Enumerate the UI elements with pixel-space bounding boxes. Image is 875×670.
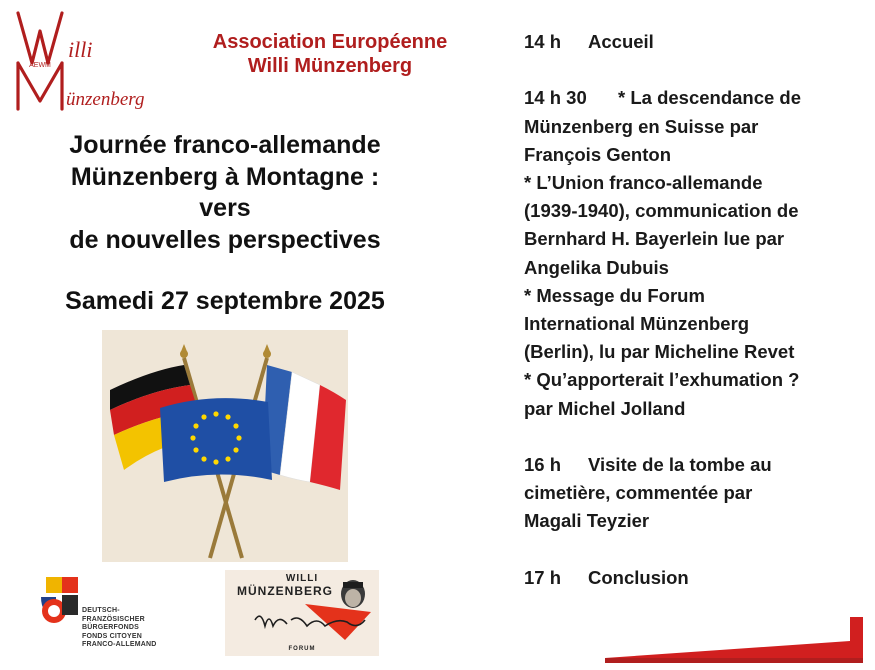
event-title-line2: Münzenberg à Montagne : bbox=[70, 162, 380, 191]
logo-line1: illi bbox=[68, 37, 93, 62]
program-line: Münzenberg en Suisse par bbox=[524, 115, 759, 137]
program-line: Accueil bbox=[588, 31, 654, 52]
program-list bbox=[524, 28, 869, 592]
program-line: * L’Union franco-allemande bbox=[524, 172, 763, 193]
program-line: Magali Teyzier bbox=[524, 510, 650, 532]
program-item-1700 bbox=[524, 564, 869, 592]
program-line: par Michel Jolland bbox=[524, 397, 686, 419]
program-line: Visite de la tombe au bbox=[588, 454, 772, 476]
red-corner-decoration bbox=[605, 615, 875, 670]
program-line: * Qu’apporterait l’exhumation ? bbox=[524, 369, 800, 391]
program-item-1600 bbox=[524, 451, 869, 536]
event-title bbox=[10, 130, 440, 256]
association-title bbox=[170, 30, 490, 78]
forum-logo-name: MÜNZENBERG bbox=[237, 584, 333, 598]
program-line: Conclusion bbox=[588, 566, 689, 588]
event-title-line4: de nouvelles perspectives bbox=[69, 225, 381, 254]
program-line: François Genton bbox=[524, 143, 671, 165]
event-date: Samedi 27 septembre 2025 bbox=[65, 287, 385, 315]
logo-line2: ünzenberg bbox=[66, 89, 145, 110]
program-item-1430 bbox=[524, 84, 869, 422]
event-title-line1: Journée franco-allemande bbox=[69, 131, 381, 159]
association-line2: Willi Münzenberg bbox=[247, 55, 413, 77]
program-line: Bernhard H. Bayerlein lue par bbox=[524, 228, 785, 250]
logo-initials: AEWM bbox=[29, 62, 51, 69]
program-line: Angelika Dubuis bbox=[524, 256, 669, 278]
program-time: 14 h 30 bbox=[524, 87, 587, 109]
fcfa-line1: DEUTSCH- bbox=[82, 607, 120, 614]
fcfa-line5: FRANCO-ALLEMAND bbox=[82, 641, 157, 648]
forum-logo-top: WILLI bbox=[285, 573, 319, 584]
program-line: International Münzenberg bbox=[524, 313, 750, 335]
program-item-1400 bbox=[524, 28, 869, 56]
fcfa-line4: FONDS CITOYEN bbox=[82, 632, 143, 640]
program-line: * La descendance de bbox=[618, 87, 802, 109]
program-time: 16 h bbox=[524, 454, 562, 476]
program-time: 17 h bbox=[524, 566, 562, 588]
program-line: * Message du Forum bbox=[524, 284, 705, 306]
forum-logo-bottom: FORUM bbox=[288, 646, 316, 652]
program-line: cimetière, commentée par bbox=[524, 482, 753, 504]
aewm-logo-icon bbox=[10, 5, 160, 117]
buergerfonds-text bbox=[82, 607, 202, 650]
crossed-flags-germany-eu-france-icon bbox=[102, 330, 348, 562]
association-line1: Association Européenne bbox=[212, 31, 448, 53]
event-title-line3: vers bbox=[199, 194, 251, 222]
program-line: (Berlin), lu par Micheline Revet bbox=[524, 341, 795, 363]
program-line: (1939-1940), communication de bbox=[524, 200, 799, 222]
fcfa-line2: FRANZÖSISCHER bbox=[82, 615, 145, 623]
program-time: 14 h bbox=[524, 31, 562, 52]
fcfa-line3: BÜRGERFONDS bbox=[82, 624, 140, 631]
